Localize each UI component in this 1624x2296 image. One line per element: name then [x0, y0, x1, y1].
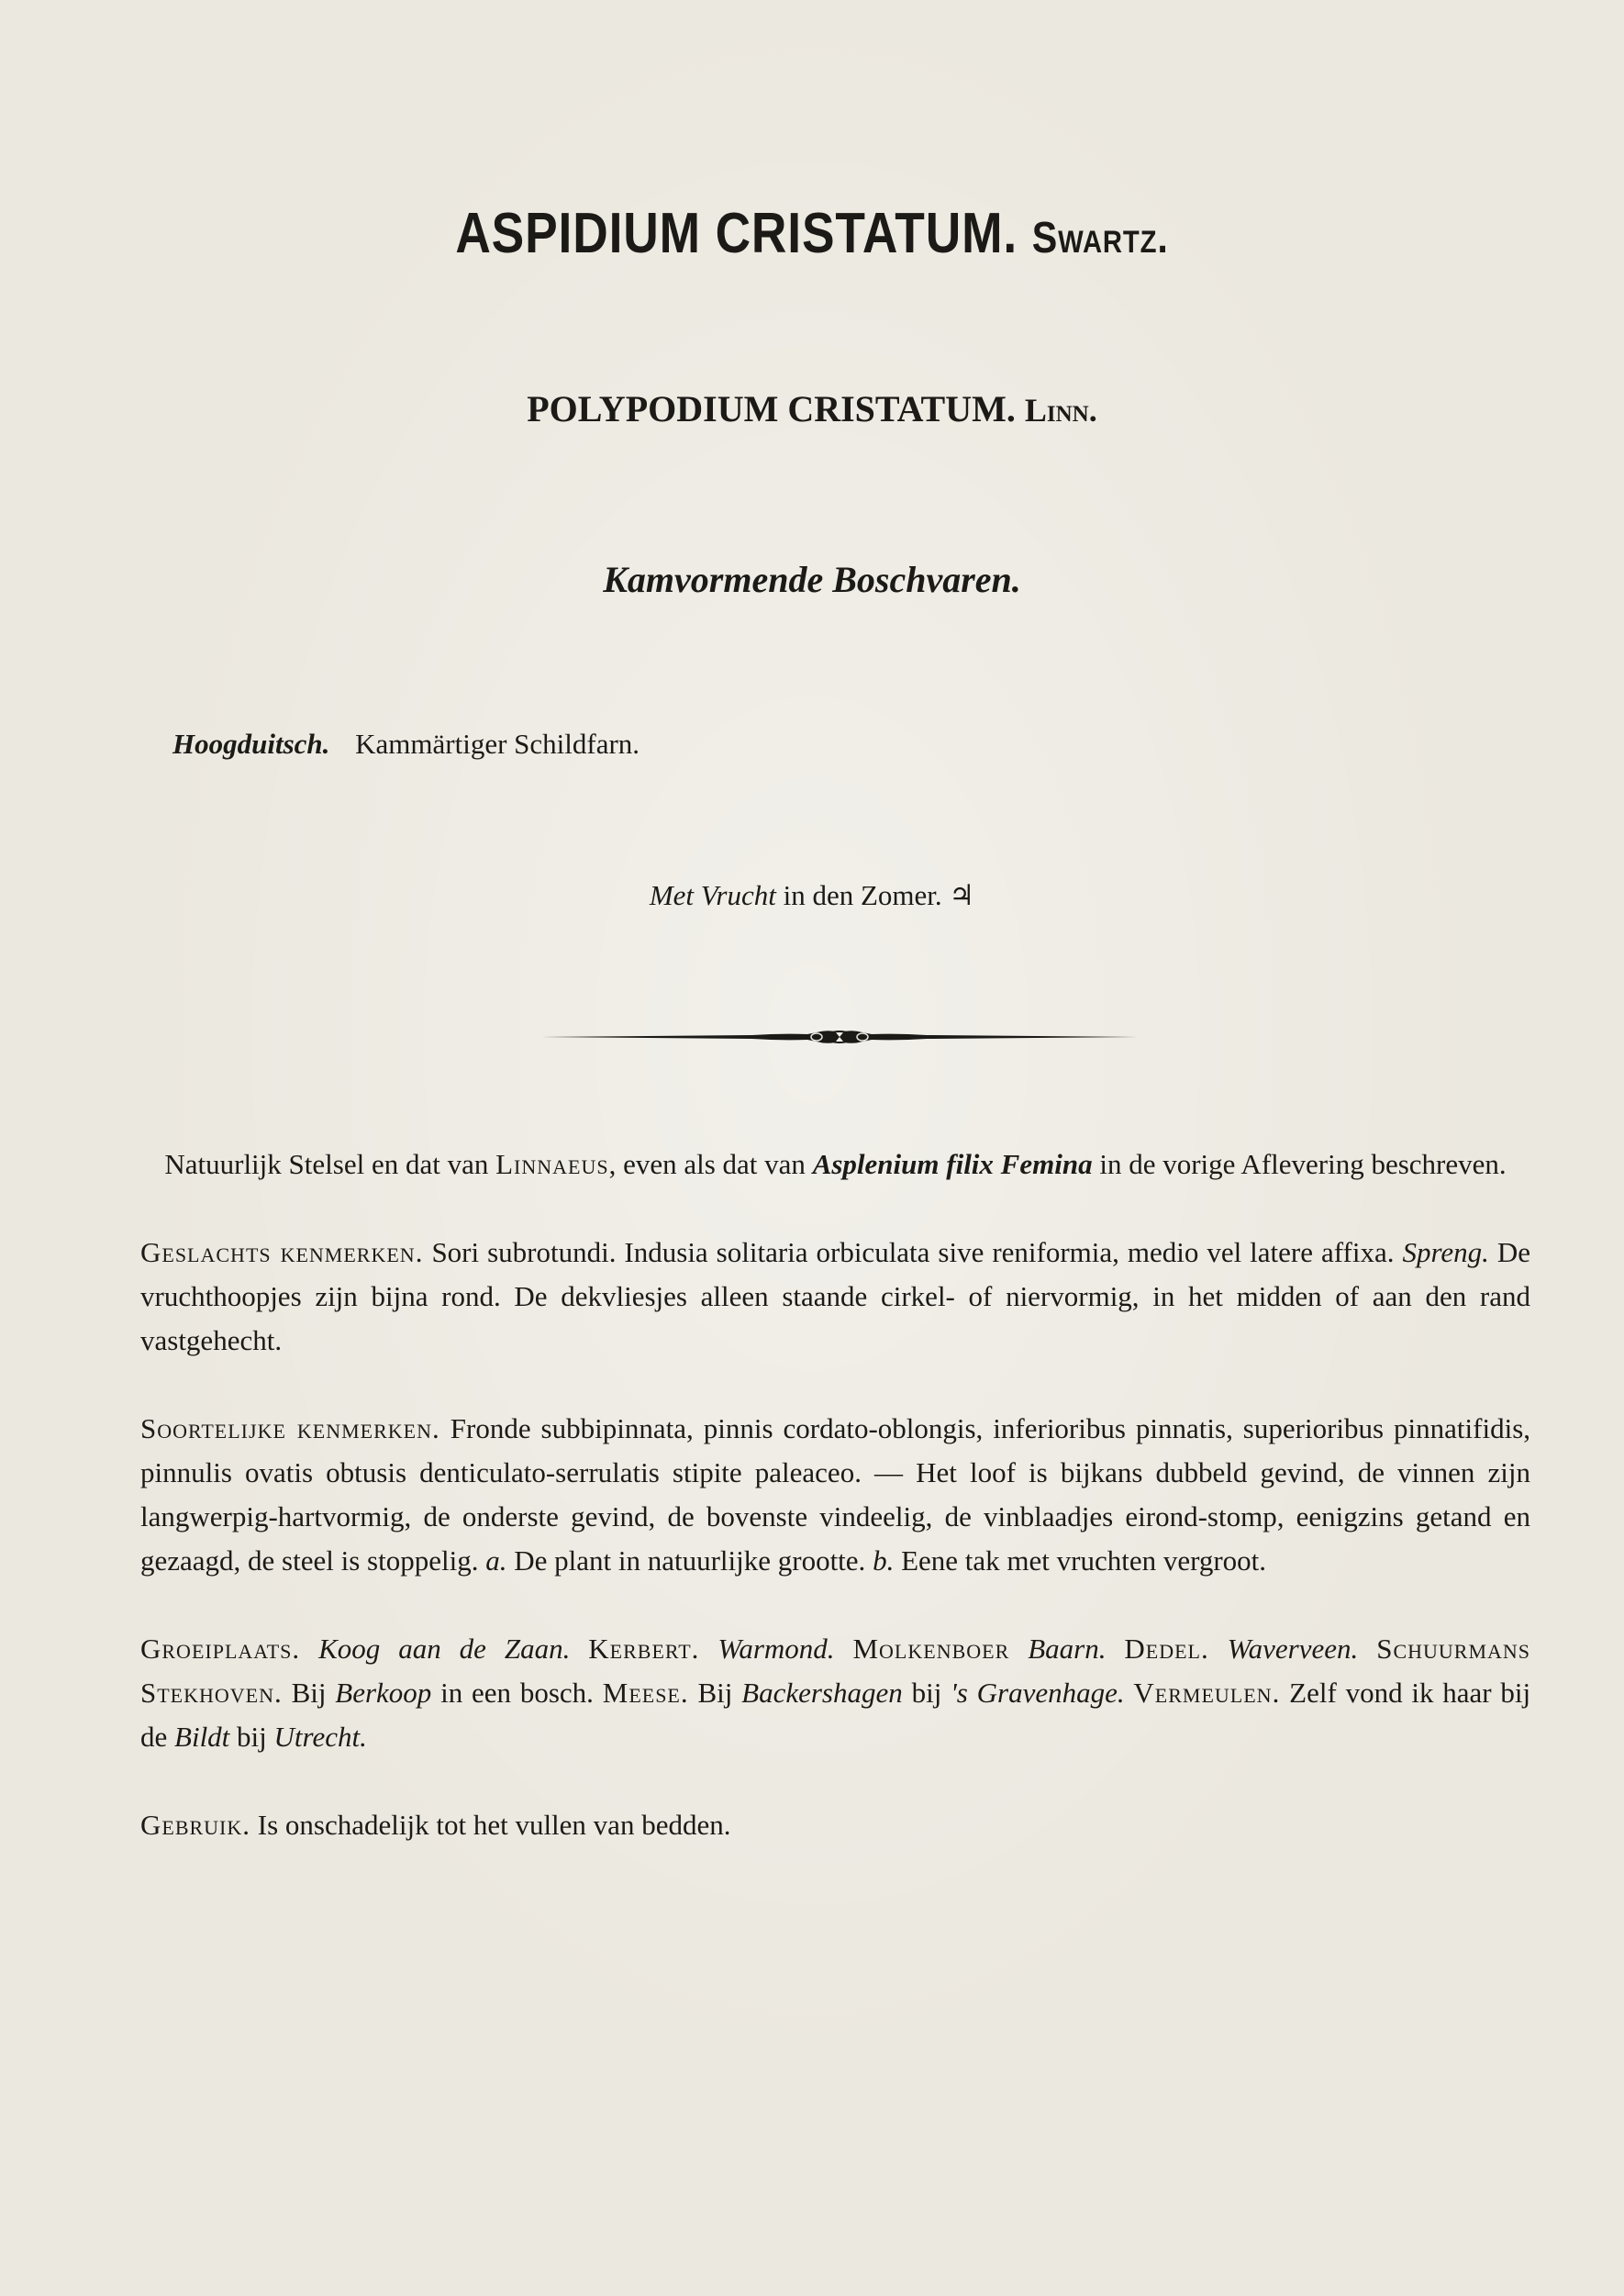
- species-characters-paragraph: Soortelijke kenmerken. Fronde subbipinnata, pinnis cordato-oblongis, inferioribus pinnatis, superioribus pinnatifidis, pinnulis ovatis obtusis denticulato-serrulatis stipite paleaceo. — Het loof is bijkans dubbeld gevind, de vinnen zijn langwerpig-hartvormig, de onderste gevind, de bovenste vindeelig, de vinblaadjes eirond-stomp, eenigzins getand en gezaagd, de steel is stoppelig. a. De plant in natuurlijke grootte. b. Eene tak met vruchten vergroot.: [140, 1412, 1531, 1577]
- ornamental-divider: [541, 1020, 1138, 1053]
- german-name-line: [172, 723, 640, 765]
- page-title: [114, 197, 1510, 275]
- dutch-common-name: Kamvormende Boschvaren.: [603, 559, 1021, 600]
- synonym-name: POLYPODIUM CRISTATUM.: [527, 388, 1016, 429]
- german-name: Kammärtiger Schildfarn.: [355, 728, 640, 760]
- fruiting-season: in den Zomer.: [783, 879, 942, 911]
- species-reference: Asplenium filix Femina: [812, 1148, 1093, 1180]
- habitat-paragraph: Groeiplaats. Koog aan de Zaan. Kerbert. Warmond. Molkenboer Baarn. Dedel. Waverveen. Schuurmans Stekhoven. Bij Berkoop in een bosch. Meese. Bij Backershagen bij 's Gravenhage. Vermeulen. Zelf vond ik haar bij de Bildt bij Utrecht.: [140, 1633, 1531, 1753]
- habitat-label: Groeiplaats.: [140, 1633, 301, 1665]
- fruiting-italic: Met Vrucht: [649, 879, 776, 911]
- genus-characters-paragraph: Geslachts kenmerken. Sori subrotundi. Indusia solitaria orbiculata sive reniformia, medio vel latere affixa. Spreng. De vruchthoopjes zijn bijna rond. De dekvliesjes alleen staande cirkel- of niervormig, in het midden of aan den rand vastgehecht.: [140, 1236, 1531, 1356]
- linnaeus-name: Linnaeus: [495, 1148, 609, 1180]
- source-reference: Spreng.: [1402, 1236, 1489, 1268]
- title-author: Swartz.: [1031, 214, 1169, 262]
- species-characters-label: Soortelijke kenmerken.: [140, 1412, 440, 1444]
- synonym-author: Linn.: [1024, 392, 1097, 429]
- fruiting-line: [0, 875, 1624, 917]
- use-paragraph: Gebruik. Is onschadelijk tot het vullen van bedden.: [140, 1809, 731, 1841]
- genus-characters-label: Geslachts kenmerken.: [140, 1236, 424, 1268]
- use-label: Gebruik.: [140, 1809, 251, 1841]
- system-paragraph: Natuurlijk Stelsel en dat van Linnaeus, even als dat van Asplenium filix Femina in de vorige Aflevering beschreven.: [164, 1148, 1507, 1180]
- perennial-symbol: ♃: [949, 879, 975, 911]
- synonym-heading: [0, 384, 1624, 436]
- title-genus-species: ASPIDIUM CRISTATUM.: [455, 202, 1018, 265]
- description-body: [140, 1142, 1530, 1891]
- german-language-label: Hoogduitsch.: [172, 728, 330, 760]
